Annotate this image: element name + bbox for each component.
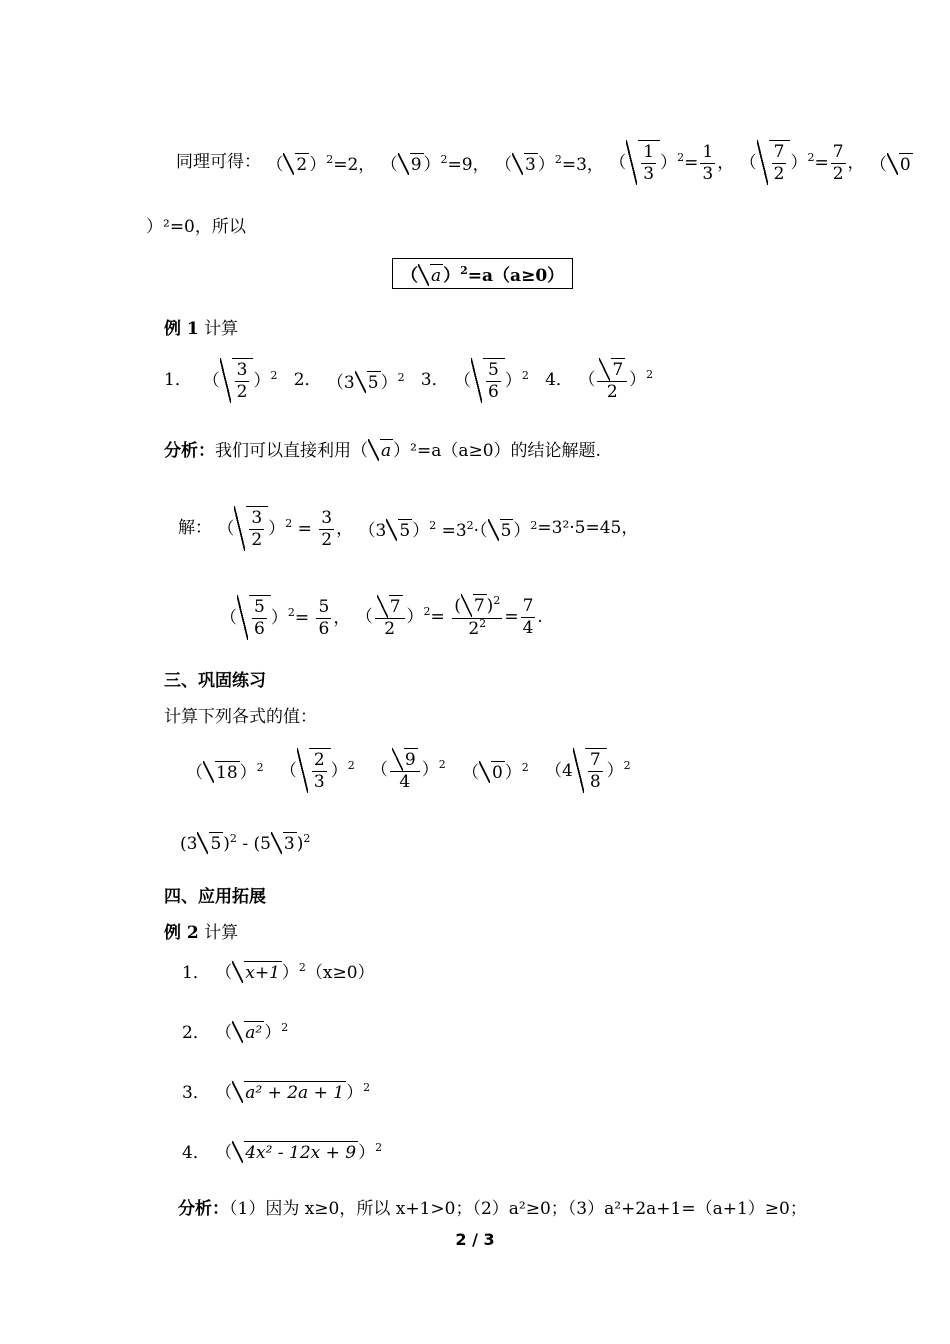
solution-line2-tail: .: [537, 607, 543, 627]
sol-expr-2: （3 5 ）$^2 =3^2\cdot$（ 5 ）$^2$: [358, 519, 538, 541]
analysis1-pre: 我们可以直接利用（: [215, 441, 368, 461]
analysis2-label: 分析：: [178, 1199, 229, 1219]
example1-text: 计算: [204, 319, 239, 339]
solution-line2: [220, 594, 543, 641]
example2-text: 计算: [204, 923, 239, 943]
ex1-item-3-num: 3．: [420, 370, 449, 390]
ex2-item-2-expr: a²: [245, 1023, 263, 1043]
sol-expr-4: （ $\frac{7}{2}$ ）$^2$= $\frac{( 7 )^2}{2^2}$ = $\frac{7}{4}$: [355, 594, 534, 639]
intro-continued: [146, 212, 246, 237]
ex1-item-4: （ $\frac{7}{2}$ ）$^2$: [578, 360, 654, 402]
ex1-item-1: （ $\frac{3}{2}$ ）$^2$: [197, 360, 278, 402]
expr-sqrt3: （ 3 ）$^2$=3，: [495, 153, 604, 175]
expr-sqrt2: （ 2 ）$^2$=2，: [266, 153, 376, 175]
example2-item-4: 4． （ 4x² - 12x + 9 ）$^2$: [182, 1141, 383, 1163]
example1-title: [164, 314, 238, 339]
expr-sqrt-seven-halves: （ $\frac{7}{2}$ ）$^2$= $\frac{7}{2}$ ，: [739, 142, 865, 184]
intro-line: [176, 140, 913, 185]
solution-label: 解：: [178, 518, 212, 538]
expr-sqrt0: （ 0: [869, 155, 911, 175]
ex2-item-4-num: 4．: [182, 1143, 210, 1163]
example2-item-1: 1． （ x+1 ）$^2$（x≥0）: [182, 961, 375, 983]
example2-item-2: 2． （ a² ）$^2$: [182, 1021, 289, 1043]
exercise-1: （ 18 ）$^2$: [186, 761, 264, 783]
ex2-item-1-cond: （x≥0）: [305, 963, 375, 983]
analysis1-post: ）²=a（a≥0）的结论解题.: [393, 441, 601, 461]
section3-heading: 三、巩固练习: [164, 671, 266, 691]
sol-expr-1: （ $\frac{3}{2}$ ）$^2$ = $\frac{3}{2}$ ，: [217, 508, 354, 550]
ex2-item-1-expr: x+1: [245, 963, 280, 983]
sol-expr-3: （ $\frac{5}{6}$ ）$^2$= $\frac{5}{6}$ ，: [220, 597, 351, 639]
exercise-6: (3 5 )$^2$ - (5 3 )$^2$: [180, 832, 311, 854]
exercise-row: [186, 748, 631, 793]
ex2-item-3-expr: a² + 2a + 1: [245, 1083, 345, 1103]
boxed-formula: （ a ）$^2$=a（a≥0）: [392, 258, 573, 289]
example2-label: 例 2: [164, 923, 199, 943]
expr-sqrt-one-third: （ $\frac{1}{3}$ ）$^2$= $\frac{1}{3}$ ，: [609, 142, 735, 184]
analysis1-label: 分析：: [164, 441, 215, 461]
example2-item-3: 3． （ a² + 2a + 1 ）$^2$: [182, 1081, 371, 1103]
example2-title: [164, 918, 238, 943]
example1-items: [164, 358, 653, 403]
analysis1: 分析：我们可以直接利用（ a ）²=a（a≥0）的结论解题.: [164, 441, 601, 461]
solution-line1-tail: =3²·5=45，: [537, 518, 639, 538]
example1-label: 例 1: [164, 319, 199, 339]
exercise-4: （ 0 ）$^2$: [461, 761, 529, 783]
exercise-2: （ $\frac{2}{3}$ ）$^2$: [279, 750, 355, 792]
ex2-item-2-num: 2．: [182, 1023, 210, 1043]
expr-sqrt9: （ 9 ）$^2$=9，: [380, 153, 490, 175]
intro-lead: 同理可得：: [176, 152, 261, 172]
solution-line1: [178, 506, 638, 551]
section3-prompt: 计算下列各式的值：: [164, 707, 317, 727]
exercise-3: （ $\frac{9}{4}$ ）$^2$: [370, 750, 446, 792]
ex1-item-4-num: 4．: [545, 370, 573, 390]
ex2-item-1-num: 1．: [182, 963, 210, 983]
analysis2-text: （1）因为 x≥0，所以 x+1>0；（2）a²≥0；（3）a²+2a+1=（a+1）≥0；: [229, 1199, 807, 1219]
section4-heading: 四、应用拓展: [164, 887, 266, 907]
ex2-item-3-num: 3．: [182, 1083, 210, 1103]
ex1-item-1-num: 1．: [164, 370, 192, 390]
page-number: 2 / 3: [455, 1230, 495, 1249]
ex2-item-4-expr: 4x² - 12x + 9: [245, 1143, 357, 1163]
ex1-item-2: （3 5 ）$^2$: [326, 371, 405, 393]
ex1-item-2-num: 2．: [293, 370, 322, 390]
exercise-5: （4 $\frac{7}{8}$ ）$^2$: [545, 750, 631, 792]
intro-tail: ）²=0，所以: [146, 217, 246, 237]
ex1-item-3: （ $\frac{5}{6}$ ）$^2$: [454, 360, 529, 402]
analysis2: [178, 1194, 807, 1219]
